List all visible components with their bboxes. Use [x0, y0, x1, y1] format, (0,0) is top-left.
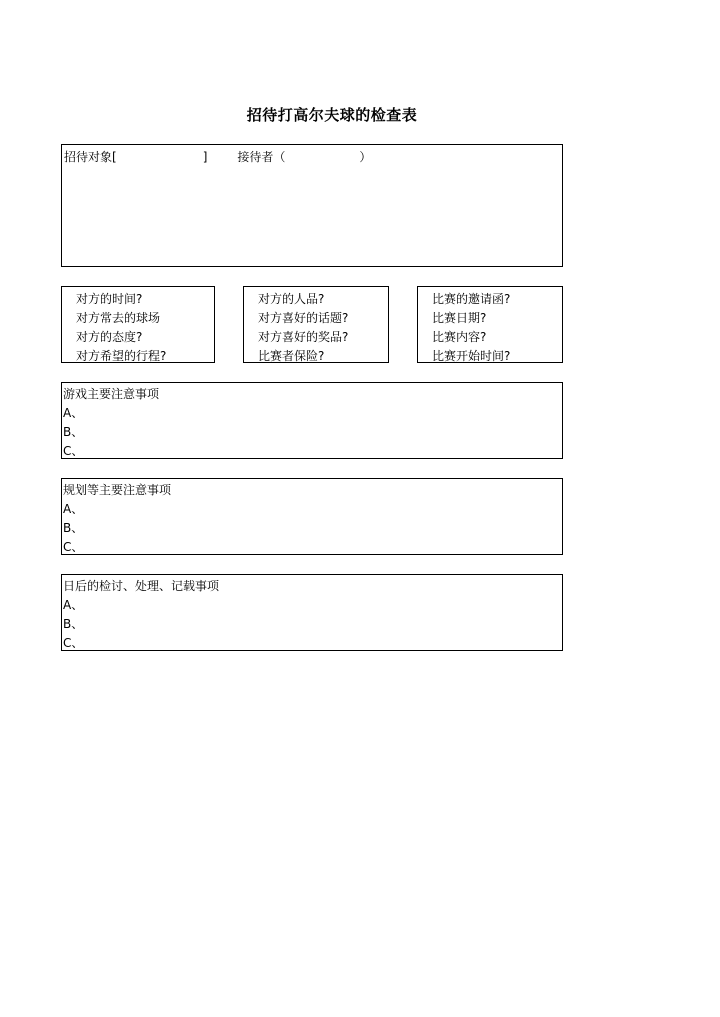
guest-label: 招待对象 [64, 150, 113, 164]
host-close-bracket: ） [359, 150, 372, 164]
checklist-item: 对方的态度? [76, 330, 143, 344]
guest-close-bracket: ] [202, 150, 208, 164]
checklist-box-3 [417, 286, 563, 363]
section-line[interactable]: A、 [63, 502, 84, 516]
header-box [61, 144, 563, 267]
host-open-bracket: （ [273, 150, 286, 164]
section-planning-notes [61, 478, 563, 555]
section-line[interactable]: B、 [63, 521, 84, 535]
section-line[interactable]: A、 [63, 598, 84, 612]
checklist-item: 对方喜好的奖品? [258, 330, 349, 344]
section-line[interactable]: A、 [63, 406, 84, 420]
section-line[interactable]: C、 [63, 540, 84, 554]
checklist-item: 比赛的邀请函? [432, 292, 511, 306]
checklist-item: 对方希望的行程? [76, 349, 167, 363]
guest-open-bracket: [ [112, 150, 117, 164]
section-title: 游戏主要注意事项 [63, 387, 160, 401]
page-title: 招待打高尔夫球的检查表 [246, 106, 418, 124]
section-game-notes [61, 382, 563, 459]
checklist-box-2 [243, 286, 389, 363]
section-title: 日后的检讨、处理、记载事项 [63, 579, 220, 593]
checklist-item: 对方的人品? [258, 292, 325, 306]
section-line[interactable]: C、 [63, 636, 84, 650]
checklist-item: 比赛开始时间? [432, 349, 511, 363]
section-title: 规划等主要注意事项 [63, 483, 172, 497]
checklist-item: 对方常去的球场 [76, 311, 161, 325]
checklist-item: 对方喜好的话题? [258, 311, 349, 325]
section-line[interactable]: C、 [63, 444, 84, 458]
checklist-item: 比赛者保险? [258, 349, 325, 363]
checklist-box-1 [61, 286, 215, 363]
section-line[interactable]: B、 [63, 617, 84, 631]
checklist-item: 比赛日期? [432, 311, 487, 325]
header-line [64, 148, 371, 165]
host-label: 接待者 [237, 150, 274, 164]
checklist-item: 比赛内容? [432, 330, 487, 344]
checklist-item: 对方的时间? [76, 292, 143, 306]
section-line[interactable]: B、 [63, 425, 84, 439]
section-review-notes [61, 574, 563, 651]
